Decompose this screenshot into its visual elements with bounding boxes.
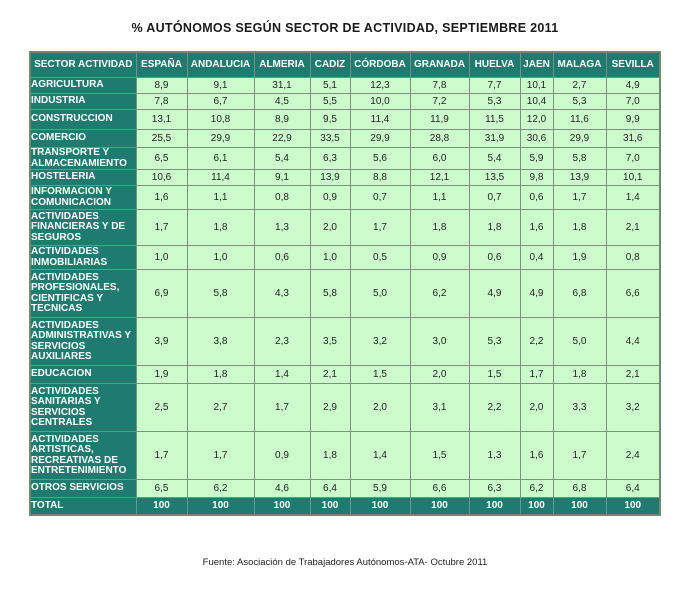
table-row	[30, 432, 660, 480]
value-cell: 10,1	[606, 170, 660, 186]
value-cell: 1,7	[553, 432, 606, 480]
value-cell: 29,9	[187, 130, 254, 148]
value-cell: 2,7	[553, 78, 606, 94]
column-header: SEVILLA	[606, 52, 660, 78]
value-cell: 2,0	[350, 384, 410, 432]
sector-label: ACTIVIDADES ARTISTICAS, RECREATIVAS DE ENTRETENIMIENTO	[30, 432, 136, 480]
value-cell: 1,7	[136, 432, 187, 480]
value-cell: 5,0	[553, 318, 606, 366]
table-row	[30, 130, 660, 148]
value-cell: 3,2	[350, 318, 410, 366]
total-cell: 100	[606, 498, 660, 515]
value-cell: 3,8	[187, 318, 254, 366]
value-cell: 30,6	[520, 130, 553, 148]
sector-label: INFORMACION Y COMUNICACION	[30, 186, 136, 210]
total-cell: 100	[350, 498, 410, 515]
value-cell: 10,0	[350, 94, 410, 110]
sector-label: INDUSTRIA	[30, 94, 136, 110]
value-cell: 1,0	[187, 246, 254, 270]
sector-label: TOTAL	[30, 498, 136, 515]
table-row	[30, 110, 660, 130]
value-cell: 6,8	[553, 270, 606, 318]
value-cell: 9,5	[310, 110, 350, 130]
value-cell: 1,0	[136, 246, 187, 270]
value-cell: 5,8	[553, 148, 606, 170]
corner-header: SECTOR ACTIVIDAD	[30, 52, 136, 78]
value-cell: 4,4	[606, 318, 660, 366]
value-cell: 4,9	[606, 78, 660, 94]
value-cell: 6,2	[410, 270, 469, 318]
value-cell: 1,6	[136, 186, 187, 210]
value-cell: 1,5	[469, 366, 520, 384]
value-cell: 4,9	[520, 270, 553, 318]
value-cell: 6,5	[136, 148, 187, 170]
value-cell: 7,7	[469, 78, 520, 94]
sector-label: ACTIVIDADES PROFESIONALES, CIENTIFICAS Y TECNICAS	[30, 270, 136, 318]
value-cell: 5,4	[254, 148, 310, 170]
sector-label: AGRICULTURA	[30, 78, 136, 94]
value-cell: 1,7	[136, 210, 187, 246]
value-cell: 29,9	[350, 130, 410, 148]
sector-label: TRANSPORTE Y ALMACENAMIENTO	[30, 148, 136, 170]
value-cell: 2,7	[187, 384, 254, 432]
value-cell: 1,1	[187, 186, 254, 210]
value-cell: 1,7	[350, 210, 410, 246]
value-cell: 3,2	[606, 384, 660, 432]
value-cell: 6,2	[187, 480, 254, 498]
value-cell: 5,9	[350, 480, 410, 498]
total-row	[30, 498, 660, 515]
value-cell: 0,9	[310, 186, 350, 210]
column-header: ESPAÑA	[136, 52, 187, 78]
value-cell: 12,0	[520, 110, 553, 130]
total-cell: 100	[469, 498, 520, 515]
value-cell: 33,5	[310, 130, 350, 148]
value-cell: 6,1	[187, 148, 254, 170]
column-header: GRANADA	[410, 52, 469, 78]
value-cell: 11,5	[469, 110, 520, 130]
value-cell: 31,6	[606, 130, 660, 148]
value-cell: 6,8	[553, 480, 606, 498]
value-cell: 2,0	[520, 384, 553, 432]
value-cell: 0,6	[520, 186, 553, 210]
sector-label: ACTIVIDADES SANITARIAS Y SERVICIOS CENTRALES	[30, 384, 136, 432]
sector-label: COMERCIO	[30, 130, 136, 148]
value-cell: 10,8	[187, 110, 254, 130]
total-cell: 100	[310, 498, 350, 515]
value-cell: 1,6	[520, 210, 553, 246]
value-cell: 0,5	[350, 246, 410, 270]
value-cell: 10,6	[136, 170, 187, 186]
value-cell: 3,1	[410, 384, 469, 432]
value-cell: 5,3	[469, 94, 520, 110]
value-cell: 4,5	[254, 94, 310, 110]
value-cell: 1,3	[254, 210, 310, 246]
value-cell: 1,8	[187, 210, 254, 246]
value-cell: 1,7	[520, 366, 553, 384]
value-cell: 2,5	[136, 384, 187, 432]
total-cell: 100	[254, 498, 310, 515]
value-cell: 1,3	[469, 432, 520, 480]
sector-label: EDUCACION	[30, 366, 136, 384]
value-cell: 2,0	[310, 210, 350, 246]
value-cell: 2,4	[606, 432, 660, 480]
sector-label: ACTIVIDADES FINANCIERAS Y DE SEGUROS	[30, 210, 136, 246]
column-header: ANDALUCIA	[187, 52, 254, 78]
value-cell: 5,8	[187, 270, 254, 318]
value-cell: 0,8	[254, 186, 310, 210]
value-cell: 31,9	[469, 130, 520, 148]
value-cell: 1,5	[350, 366, 410, 384]
column-header: ALMERIA	[254, 52, 310, 78]
value-cell: 5,4	[469, 148, 520, 170]
value-cell: 5,3	[553, 94, 606, 110]
value-cell: 1,4	[350, 432, 410, 480]
table-row	[30, 270, 660, 318]
total-cell: 100	[187, 498, 254, 515]
value-cell: 6,9	[136, 270, 187, 318]
value-cell: 12,3	[350, 78, 410, 94]
sector-label: OTROS SERVICIOS	[30, 480, 136, 498]
value-cell: 13,1	[136, 110, 187, 130]
value-cell: 11,9	[410, 110, 469, 130]
sector-table	[29, 51, 661, 516]
table-row	[30, 94, 660, 110]
value-cell: 1,6	[520, 432, 553, 480]
value-cell: 5,5	[310, 94, 350, 110]
sector-label: CONSTRUCCION	[30, 110, 136, 130]
value-cell: 1,1	[410, 186, 469, 210]
value-cell: 7,8	[410, 78, 469, 94]
value-cell: 10,4	[520, 94, 553, 110]
value-cell: 7,0	[606, 148, 660, 170]
value-cell: 6,7	[187, 94, 254, 110]
total-cell: 100	[553, 498, 606, 515]
value-cell: 1,8	[553, 366, 606, 384]
value-cell: 3,9	[136, 318, 187, 366]
column-header: CÓRDOBA	[350, 52, 410, 78]
value-cell: 1,8	[187, 366, 254, 384]
value-cell: 6,3	[310, 148, 350, 170]
value-cell: 3,5	[310, 318, 350, 366]
value-cell: 22,9	[254, 130, 310, 148]
value-cell: 31,1	[254, 78, 310, 94]
value-cell: 6,6	[606, 270, 660, 318]
column-header: HUELVA	[469, 52, 520, 78]
value-cell: 5,1	[310, 78, 350, 94]
value-cell: 3,0	[410, 318, 469, 366]
value-cell: 5,8	[310, 270, 350, 318]
value-cell: 1,7	[553, 186, 606, 210]
value-cell: 4,9	[469, 270, 520, 318]
value-cell: 8,9	[254, 110, 310, 130]
value-cell: 0,9	[410, 246, 469, 270]
table-row	[30, 384, 660, 432]
value-cell: 2,2	[520, 318, 553, 366]
value-cell: 10,1	[520, 78, 553, 94]
value-cell: 0,7	[350, 186, 410, 210]
value-cell: 5,6	[350, 148, 410, 170]
value-cell: 6,4	[310, 480, 350, 498]
value-cell: 5,0	[350, 270, 410, 318]
value-cell: 5,9	[520, 148, 553, 170]
table-row	[30, 78, 660, 94]
value-cell: 13,9	[310, 170, 350, 186]
value-cell: 9,8	[520, 170, 553, 186]
value-cell: 1,4	[606, 186, 660, 210]
value-cell: 2,1	[310, 366, 350, 384]
value-cell: 11,4	[187, 170, 254, 186]
header-row	[30, 52, 660, 78]
value-cell: 1,0	[310, 246, 350, 270]
column-header: JAEN	[520, 52, 553, 78]
value-cell: 1,7	[254, 384, 310, 432]
chart-title: % AUTÓNOMOS SEGÚN SECTOR DE ACTIVIDAD, SEPTIEMBRE 2011	[131, 21, 559, 35]
value-cell: 5,3	[469, 318, 520, 366]
value-cell: 1,9	[136, 366, 187, 384]
value-cell: 9,1	[254, 170, 310, 186]
value-cell: 25,5	[136, 130, 187, 148]
value-cell: 9,9	[606, 110, 660, 130]
value-cell: 8,8	[350, 170, 410, 186]
value-cell: 1,7	[187, 432, 254, 480]
sector-label: ACTIVIDADES ADMINISTRATIVAS Y SERVICIOS AUXILIARES	[30, 318, 136, 366]
table-row	[30, 366, 660, 384]
value-cell: 4,6	[254, 480, 310, 498]
source-note: Fuente: Asociación de Trabajadores Autónomos-ATA- Octubre 2011	[202, 557, 488, 568]
value-cell: 2,2	[469, 384, 520, 432]
value-cell: 4,3	[254, 270, 310, 318]
value-cell: 11,4	[350, 110, 410, 130]
value-cell: 2,0	[410, 366, 469, 384]
table-row	[30, 246, 660, 270]
value-cell: 9,1	[187, 78, 254, 94]
value-cell: 0,6	[254, 246, 310, 270]
value-cell: 0,9	[254, 432, 310, 480]
value-cell: 1,8	[553, 210, 606, 246]
value-cell: 6,0	[410, 148, 469, 170]
table-row	[30, 170, 660, 186]
value-cell: 6,5	[136, 480, 187, 498]
column-header: CADIZ	[310, 52, 350, 78]
value-cell: 13,5	[469, 170, 520, 186]
value-cell: 2,9	[310, 384, 350, 432]
value-cell: 1,5	[410, 432, 469, 480]
value-cell: 7,0	[606, 94, 660, 110]
sector-label: HOSTELERIA	[30, 170, 136, 186]
value-cell: 6,6	[410, 480, 469, 498]
value-cell: 3,3	[553, 384, 606, 432]
value-cell: 0,8	[606, 246, 660, 270]
value-cell: 6,3	[469, 480, 520, 498]
table-row	[30, 210, 660, 246]
total-cell: 100	[136, 498, 187, 515]
value-cell: 1,8	[410, 210, 469, 246]
total-cell: 100	[520, 498, 553, 515]
table-row	[30, 148, 660, 170]
value-cell: 1,4	[254, 366, 310, 384]
value-cell: 1,9	[553, 246, 606, 270]
value-cell: 0,7	[469, 186, 520, 210]
value-cell: 2,1	[606, 210, 660, 246]
table-row	[30, 480, 660, 498]
sector-label: ACTIVIDADES INMOBILIARIAS	[30, 246, 136, 270]
value-cell: 6,4	[606, 480, 660, 498]
value-cell: 11,6	[553, 110, 606, 130]
value-cell: 8,9	[136, 78, 187, 94]
value-cell: 7,2	[410, 94, 469, 110]
value-cell: 29,9	[553, 130, 606, 148]
value-cell: 2,1	[606, 366, 660, 384]
value-cell: 0,6	[469, 246, 520, 270]
value-cell: 0,4	[520, 246, 553, 270]
value-cell: 1,8	[469, 210, 520, 246]
value-cell: 28,8	[410, 130, 469, 148]
value-cell: 12,1	[410, 170, 469, 186]
total-cell: 100	[410, 498, 469, 515]
table-row	[30, 186, 660, 210]
value-cell: 2,3	[254, 318, 310, 366]
column-header: MALAGA	[553, 52, 606, 78]
value-cell: 13,9	[553, 170, 606, 186]
value-cell: 7,8	[136, 94, 187, 110]
value-cell: 6,2	[520, 480, 553, 498]
table-row	[30, 318, 660, 366]
value-cell: 1,8	[310, 432, 350, 480]
